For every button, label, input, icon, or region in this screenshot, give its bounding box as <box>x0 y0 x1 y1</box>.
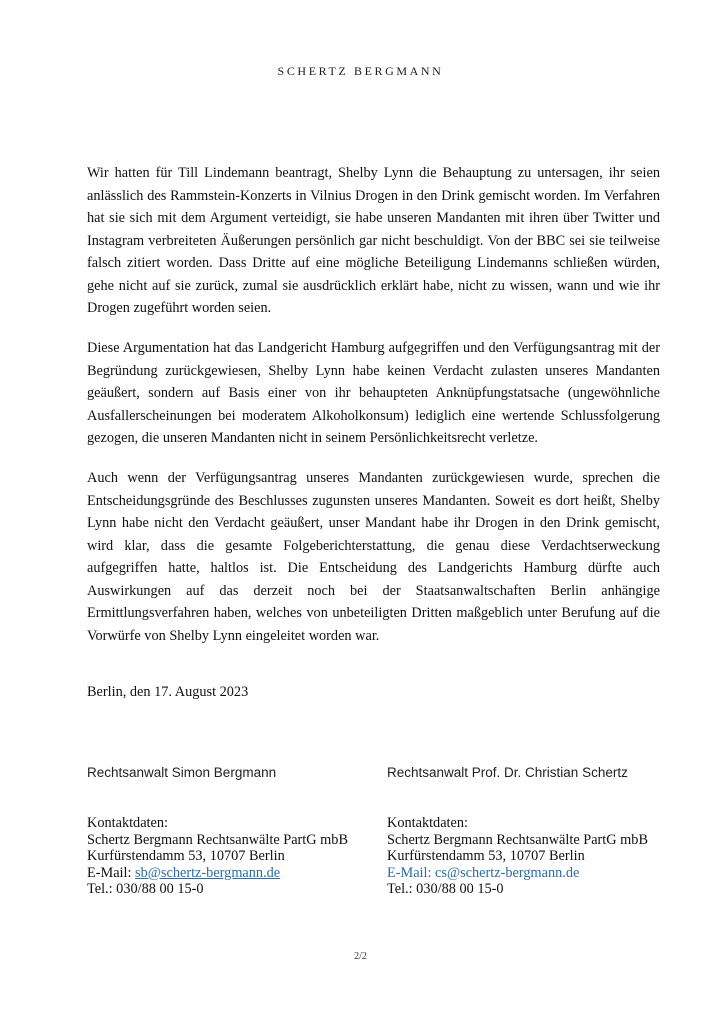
contact-firm: Schertz Bergmann Rechtsanwälte PartG mbB <box>87 831 348 848</box>
contact-block-bergmann <box>87 815 348 898</box>
contact-heading: Kontaktdaten: <box>387 815 468 831</box>
email-label: E-Mail: <box>87 864 136 881</box>
dateline: Berlin, den 17. August 2023 <box>87 684 249 700</box>
contact-phone: Tel.: 030/88 00 15-0 <box>87 881 204 897</box>
email-label: E-Mail: <box>387 864 436 881</box>
contact-heading: Kontaktdaten: <box>87 815 168 831</box>
paragraph-1: Wir hatten für Till Lindemann beantragt, Shelby Lynn die Behauptung zu untersagen, ihr seien anlässlich des Rammstein-Konzerts in Vilnius Drogen in den Drink gemischt worden. Im Verfahren hat sie sich mit dem Argument verteidigt, sie habe unseren Mandanten mit ihren über Twitter und Instagram verbreiteten Äußerungen persönlich gar nicht beschuldigt. Von der BBC sei sie teilweise falsch zitiert worden. Dass Dritte auf eine mögliche Beteiligung Lindemanns schließen würden, gehe nicht auf sie zurück, zumal sie ausdrücklich erklärt habe, nicht zu wissen, wann und wie ihr Drogen zugeführt worden seien. <box>87 165 660 316</box>
contact-address: Kurfürstendamm 53, 10707 Berlin <box>387 848 585 864</box>
contact-firm: Schertz Bergmann Rechtsanwälte PartG mbB <box>387 831 648 848</box>
contact-block-schertz <box>387 815 648 898</box>
paragraph-3: Auch wenn der Verfügungsantrag unseres Mandanten zurückgewiesen wurde, sprechen die Entscheidungsgründe des Beschlusses zugunsten unseres Mandanten. Soweit es dort heißt, Shelby Lynn habe nicht den Verdacht geäußert, unser Mandant habe ihr Drogen in den Drink gemischt, wird klar, dass die gesamte Folgeberichterstattung, die genau diese Verdachtserweckung aufgegriffen hatte, haltlos ist. Die Entscheidung des Landgerichts Hamburg dürfte auch Auswirkungen auf das derzeit noch bei der Staatsanwaltschaften Berlin anhängige Ermittlungsverfahren haben, welches von unbeteiligten Dritten maßgeblich unter Berufung auf die Vorwürfe von Shelby Lynn eingeleitet worden war. <box>87 470 660 644</box>
email-link-bergmann[interactable]: sb@schertz-bergmann.de <box>135 864 281 881</box>
signatory-name-schertz: Rechtsanwalt Prof. Dr. Christian Schertz <box>387 765 628 780</box>
contact-email-line <box>387 865 648 882</box>
letterhead: SCHERTZ BERGMANN <box>277 64 444 78</box>
signatory-name-bergmann: Rechtsanwalt Simon Bergmann <box>87 765 277 780</box>
contact-email-line <box>87 865 348 882</box>
email-link-schertz[interactable]: cs@schertz-bergmann.de <box>435 864 580 881</box>
contact-phone: Tel.: 030/88 00 15-0 <box>387 881 504 897</box>
contact-address: Kurfürstendamm 53, 10707 Berlin <box>87 848 285 864</box>
paragraph-2: Diese Argumentation hat das Landgericht Hamburg aufgegriffen und den Verfügungsantrag mit der Begründung zurückgewiesen, Shelby Lynn habe keinen Verdacht zulasten unseres Mandanten geäußert, sondern auf Basis einer von ihr behaupteten Anknüpfungstatsache (ungewöhnliche Ausfallerscheinungen bei moderatem Alkoholkonsum) lediglich eine wertende Schlussfolgerung gezogen, die unseren Mandanten nicht in seinem Persönlichkeitsrecht verletze. <box>87 340 660 446</box>
page-number: 2/2 <box>354 951 367 962</box>
